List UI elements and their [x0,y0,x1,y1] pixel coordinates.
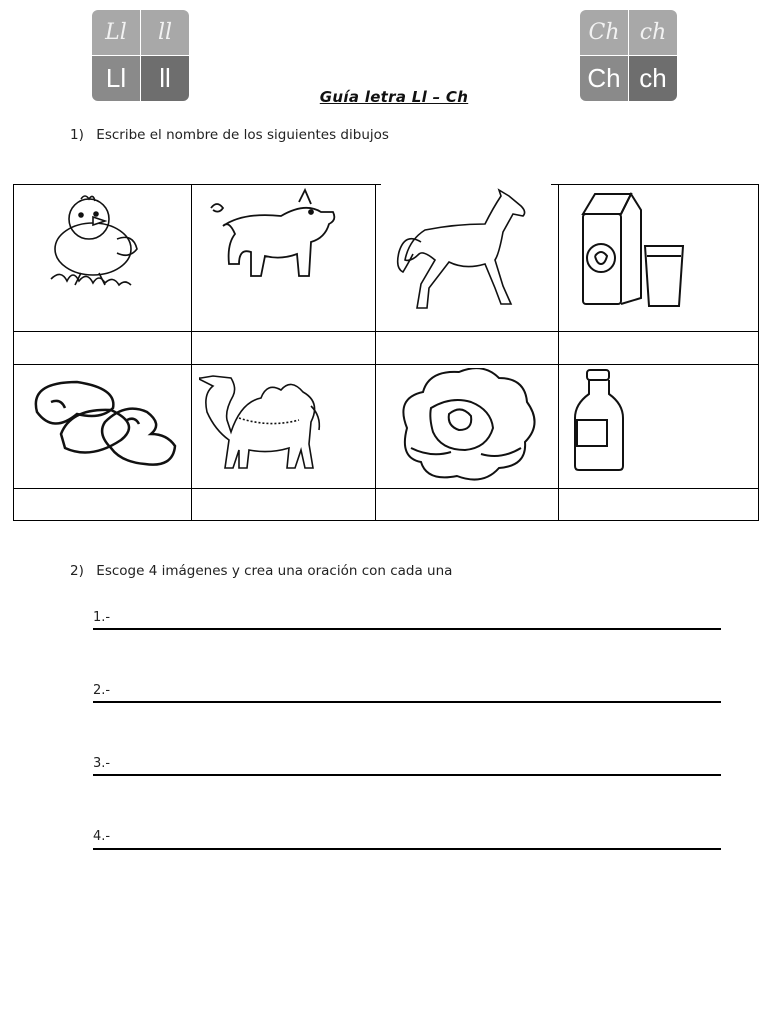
ll-print-upper: Ll [92,56,140,101]
answer-1-label: 1.- [93,610,111,625]
ch-print-lower: ch [629,56,677,101]
answer-2-line[interactable] [93,701,721,703]
chick-icon [21,187,189,299]
page-title: Guía letra Ll – Ch [319,88,469,106]
question-1-number: 1) [70,127,84,143]
ll-print-lower: ll [141,56,189,101]
image-grid [13,184,759,521]
answer-4-line[interactable] [93,848,721,850]
answer-4-label: 4.- [93,829,111,844]
horse-icon [381,184,551,316]
beans-icon [21,372,189,472]
lettuce-icon [391,368,537,486]
ch-script-lower: ch [629,10,677,55]
ll-script-lower: ll [141,10,189,55]
answer-1-line[interactable] [93,628,721,630]
pig-icon [209,186,339,298]
ch-print-upper: Ch [580,56,628,101]
camel-icon [199,374,329,470]
answer-3-line[interactable] [93,774,721,776]
answer-2-label: 2.- [93,683,111,698]
question-1 [70,127,389,143]
ll-script-upper: Ll [92,10,140,55]
question-2-text: Escoge 4 imágenes y crea una oración con cada una [96,563,453,579]
question-2-number: 2) [70,563,84,579]
milk-icon [565,186,685,314]
ch-script-upper: Ch [580,10,628,55]
answer-3-label: 3.- [93,756,111,771]
question-1-text: Escribe el nombre de los siguientes dibujos [96,127,389,143]
question-2 [70,563,452,579]
bottle-icon [571,368,631,472]
